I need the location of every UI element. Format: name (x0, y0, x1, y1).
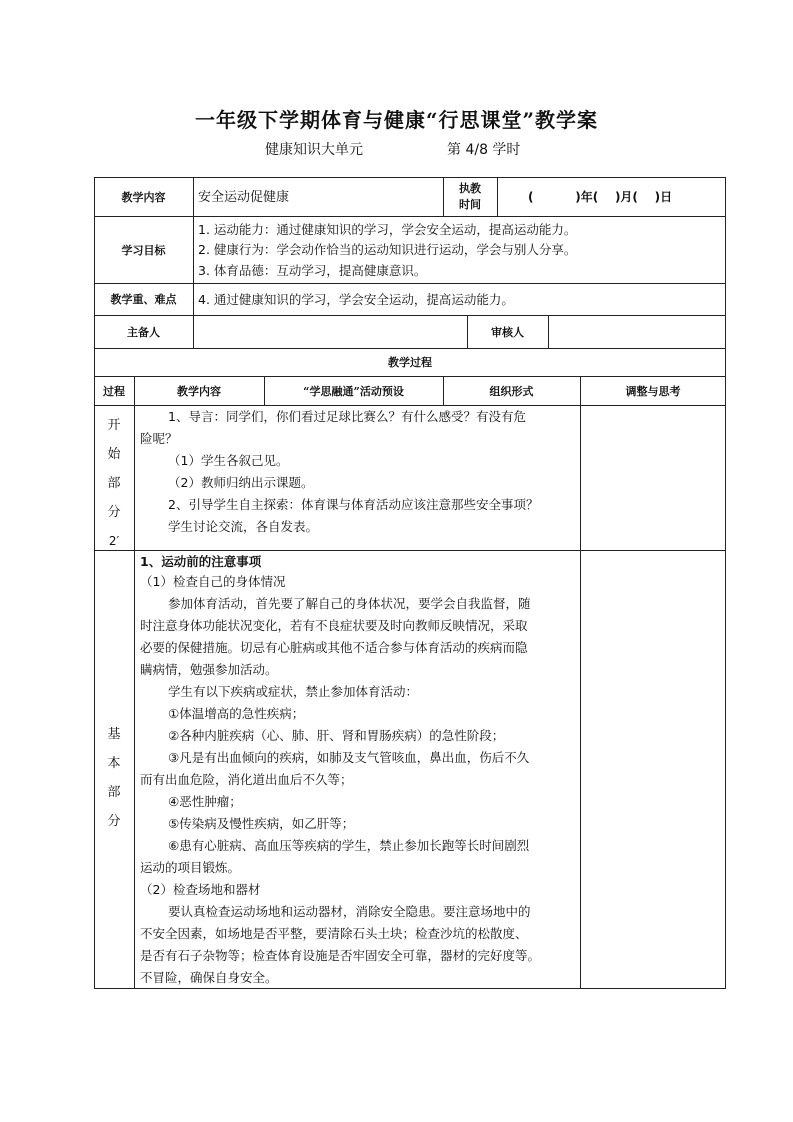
key-points-value: 4. 通过健康知识的学习，学会安全运动，提高运动能力。 (198, 292, 514, 307)
time-label-line-1: 执教 (459, 181, 481, 195)
start-line: 1、导言：同学们，你们看过足球比赛么？有什么感受？有没有危 (168, 409, 526, 424)
basic-line: ②各种内脏疾病（心、肺、肝、肾和胃肠疾病）的急性阶段； (168, 728, 505, 743)
section-label-char: 本 (107, 756, 121, 771)
start-line: （1）学生各叙己见。 (168, 453, 289, 468)
section-label-char: 分 (107, 505, 121, 520)
key-points-label: 教学重、难点 (110, 293, 177, 306)
preparer-label: 主备人 (127, 325, 160, 339)
col-divider (548, 315, 549, 348)
col-header-reflection: 调整与思考 (625, 384, 681, 398)
section-label-char: 基 (107, 727, 121, 742)
col-header-content: 教学内容 (177, 384, 221, 398)
goal-item: 3. 体育品德：互动学习，提高健康意识。 (198, 263, 427, 278)
section-label-char: 部 (107, 785, 121, 800)
col-divider (193, 315, 194, 348)
lesson-number: 第 4/8 学时 (447, 142, 521, 158)
content-value: 安全运动促健康 (198, 190, 290, 205)
basic-line: ⑤传染病及慢性疾病，如乙肝等； (168, 816, 355, 831)
unit-name: 健康知识大单元 (265, 142, 363, 158)
process-heading: 教学过程 (388, 356, 432, 369)
document-title: 一年级下学期体育与健康“行思课堂”教学案 (194, 108, 598, 132)
basic-line: ①体温增高的急性疾病； (168, 706, 305, 721)
basic-line: ③凡是有出血倾向的疾病，如肺及支气管咳血，鼻出血，伤后不久 (168, 750, 530, 765)
section-label-char: 开 (107, 418, 121, 433)
basic-line: 是否有石子杂物等；检查体育设施是否牢固安全可靠，器材的完好度等。 (140, 948, 541, 963)
col-header-process: 过程 (103, 384, 125, 398)
col-header-activity: “学思融通”活动预设 (303, 384, 404, 398)
content-label: 教学内容 (121, 190, 166, 204)
basic-line: （2）检查场地和器材 (140, 882, 261, 897)
basic-line: （1）检查自己的身体情况 (140, 574, 286, 589)
basic-line: 而有出血危险，消化道出血后不久等； (140, 772, 353, 787)
col-divider (497, 177, 498, 216)
basic-line: 运动的项目锻炼。 (140, 860, 241, 875)
col-header-organization: 组织形式 (489, 384, 534, 398)
start-line: 2、引导学生自主探索：体育课与体育活动应该注意那些安全事项？ (168, 497, 539, 512)
basic-line: 参加体育活动，首先要了解自己的身体状况，要学会自我监督，随 (168, 596, 531, 611)
start-line: 学生讨论交流，各自发表。 (168, 519, 319, 534)
reviewer-label: 审核人 (491, 325, 524, 339)
time-value: ( )年( )月( )日 (528, 190, 673, 204)
col-divider (134, 376, 135, 989)
basic-heading: 1、运动前的注意事项 (140, 554, 262, 569)
goal-item: 2. 健康行为：学会动作恰当的运动知识进行运动，学会与别人分享。 (198, 242, 577, 257)
basic-section-label (94, 720, 134, 836)
goal-item: 1. 运动能力：通过健康知识的学习，学会安全运动，提高运动能力。 (198, 222, 577, 237)
section-label-char: 分 (107, 814, 121, 829)
time-label-line-2: 时间 (459, 197, 481, 211)
section-label-char: 始 (107, 447, 121, 462)
start-line: （2）教师归纳出示课题。 (168, 475, 314, 490)
basic-line: ⑥患有心脏病、高血压等疾病的学生，禁止参加长跑等长时间剧烈 (168, 838, 530, 853)
col-divider (580, 376, 581, 989)
basic-line: 时注意身体功能状况变化，若有不良症状要及时向教师反映情况，采取 (140, 618, 528, 633)
section-label-char: 2′ (108, 534, 120, 548)
basic-line: 必要的保健措施。切忌有心脏病或其他不适合参与体育活动的疾病而隐 (140, 640, 528, 655)
basic-line: 要认真检查运动场地和运动器材，消除安全隐患。要注意场地中的 (168, 904, 531, 919)
basic-line: ④恶性肿瘤； (168, 794, 242, 809)
basic-line: 学生有以下疾病或症状，禁止参加体育活动： (168, 684, 419, 699)
basic-line: 不安全因素，如场地是否平整，要清除石头土块；检查沙坑的松散度、 (140, 926, 528, 941)
time-label (443, 177, 497, 216)
basic-line: 瞒病情，勉强参加活动。 (140, 662, 278, 677)
goals-label: 学习目标 (121, 243, 166, 257)
basic-line: 不冒险，确保自身安全。 (140, 970, 278, 985)
start-line: 险呢？ (140, 431, 178, 446)
col-divider (193, 177, 194, 315)
section-label-char: 部 (107, 476, 121, 491)
start-section-label (94, 411, 134, 556)
